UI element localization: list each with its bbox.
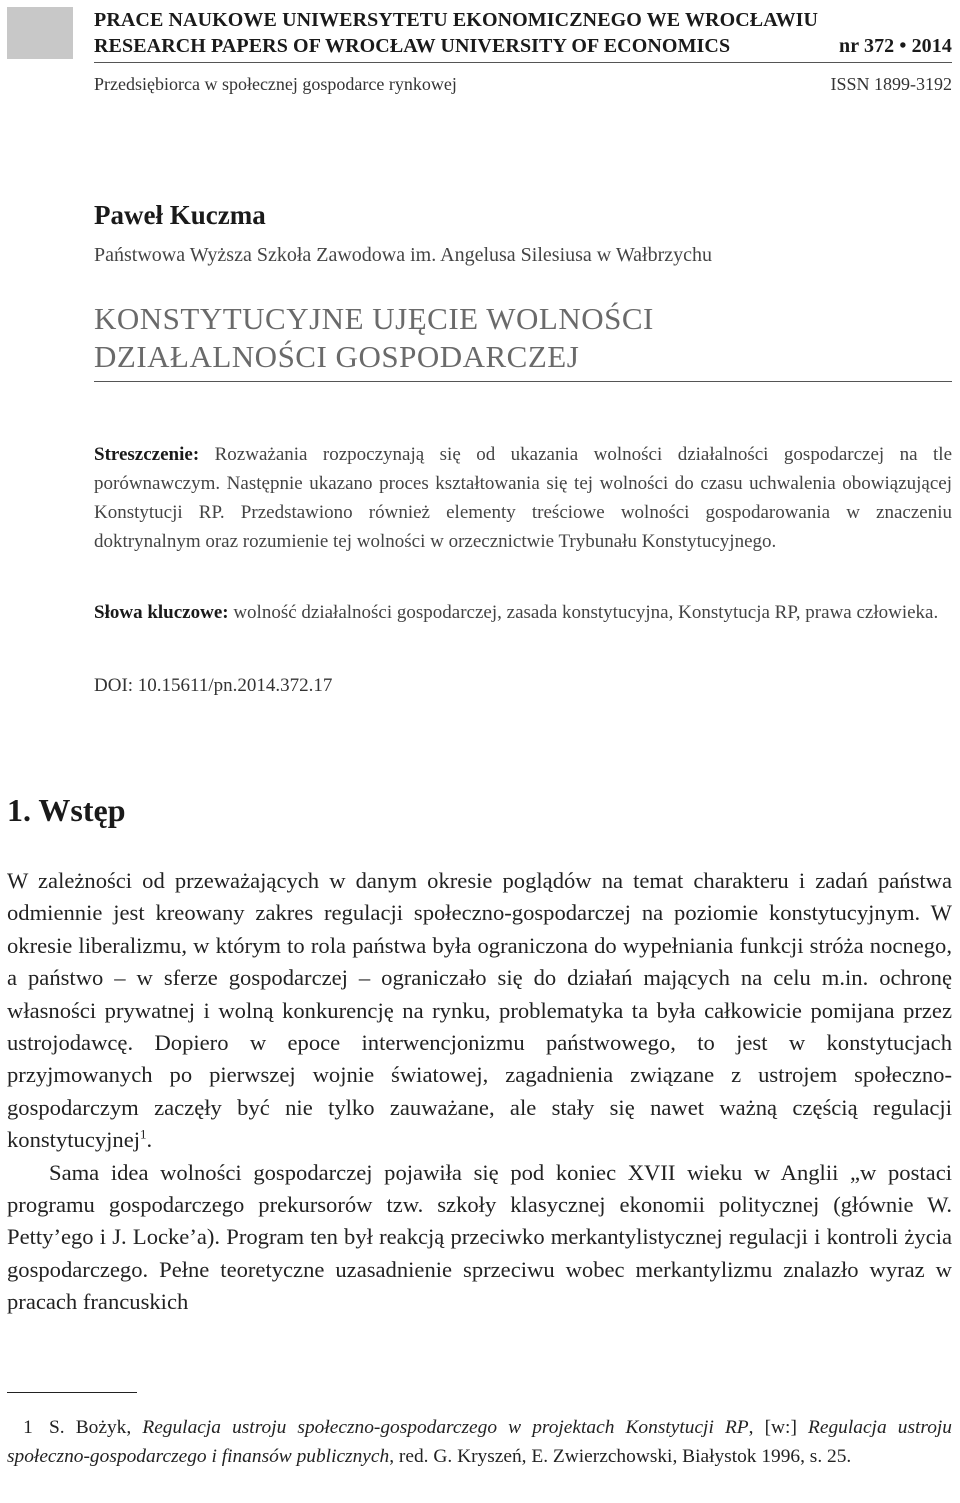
footnote-divider	[7, 1392, 137, 1393]
footnote-title-1: Regulacja ustroju społeczno-gospodarczego w projektach Konstytucji RP	[142, 1417, 749, 1438]
series-title: Przedsiębiorca w społecznej gospodarce rynkowej	[94, 74, 457, 94]
paragraph	[7, 1157, 952, 1319]
footnote-in: , [w:]	[748, 1417, 797, 1438]
footnote-title-2: Regulacja ustroju społeczno-gospodarczego i finansów publicznych	[7, 1417, 952, 1467]
keywords	[94, 598, 952, 627]
paper-title-line2: DZIAŁALNOŚCI GOSPODARCZEJ	[94, 339, 580, 374]
abstract-label: Streszczenie:	[94, 444, 200, 465]
footnote	[7, 1413, 952, 1471]
author-name: Paweł Kuczma	[94, 200, 266, 230]
paragraph-1-end: .	[146, 1127, 153, 1153]
author-affiliation: Państwowa Wyższa Szkoła Zawodowa im. Angelusa Silesiusa w Wałbrzychu	[94, 244, 712, 266]
abstract-text: Rozważania rozpoczynają się od ukazania wolności działalności gospodarczej na tle porównawczym. Następnie ukazano proces kształtowania się tej wolności do czasu uchwalenia obowiązującej Konstytucji RP. Przedstawiono również elementy treściowe wolności gospodarowania w znaczeniu doktrynalnym oraz rozumienie tej wolności w orzecznictwie Trybunału Konstytucyjnego.	[94, 444, 953, 552]
paper-title	[94, 300, 654, 376]
header-divider	[94, 62, 952, 63]
header-gray-box	[7, 7, 73, 59]
paragraph-2-text: Sama idea wolności gospodarczej pojawiła się pod koniec XVII wieku w Anglii „w postaci programu gospodarczego prekursorów tzw. szkoły klasycznej ekonomii politycznej (głównie W. Petty’ego i J. Locke’a). Program ten był reakcją przeciwko merkantylistycznej regulacji i kontroli życia gospodarczego. Pełne teoretyczne uzasadnienie sprzeciwu wobec merkantylizmu znalazło wyraz w pracach francuskich	[7, 1159, 952, 1315]
paragraph-1-text: W zależności od przeważających w danym okresie poglądów na temat charakteru i zadań państwa odmiennie jest kreowany zakres regulacji społeczno-gospodarczej na poziomie konstytucyjnym. W okresie liberalizmu, w którym to rola państwa była ograniczona do wypełniania funkcji stróża nocnego, a państwo – w sferze gospodarczej – ograniczało się do działań mających na celu m.in. ochronę własności prywatnej i wolną konkurencję na rynku, problematyka ta była całkowicie pomijana przez ustrojodawcę. Dopiero w epoce interwencjonizmu państwowego, to jest w konstytucjach przyjmowanych po pierwszej wojnie światowej, zagadnienia związane z ustrojem społeczno-gospodarczym zaczęły być nie tylko zauważane, ale stały się nawet ważną częścią regulacji konstytucyjnej	[7, 868, 952, 1153]
body-text	[7, 865, 952, 1319]
footnote-number: 1	[23, 1417, 33, 1438]
footnote-author: S. Bożyk,	[49, 1417, 132, 1438]
issn: ISSN 1899-3192	[830, 74, 952, 94]
abstract	[94, 440, 952, 556]
doi: DOI: 10.15611/pn.2014.372.17	[94, 675, 333, 696]
journal-name-pl: PRACE NAUKOWE UNIWERSYTETU EKONOMICZNEGO WE WROCŁAWIU	[94, 9, 819, 31]
journal-name-en: RESEARCH PAPERS OF WROCŁAW UNIVERSITY OF ECONOMICS	[94, 35, 731, 57]
footnote-ref[interactable]: 1	[140, 1126, 147, 1142]
section-heading: 1. Wstęp	[7, 792, 126, 828]
header-sub-row	[94, 74, 952, 95]
title-divider	[94, 381, 952, 382]
keywords-text: wolność działalności gospodarczej, zasada konstytucyjna, Konstytucja RP, prawa człowieka.	[233, 602, 939, 623]
footnote-rest: , red. G. Kryszeń, E. Zwierzchowski, Białystok 1996, s. 25.	[389, 1446, 852, 1467]
paper-title-line1: KONSTYTUCYJNE UJĘCIE WOLNOŚCI	[94, 301, 654, 336]
issue-number: nr 372 • 2014	[839, 35, 952, 57]
paragraph	[7, 865, 952, 1157]
journal-name-en-row	[94, 35, 952, 57]
keywords-label: Słowa kluczowe:	[94, 602, 229, 623]
